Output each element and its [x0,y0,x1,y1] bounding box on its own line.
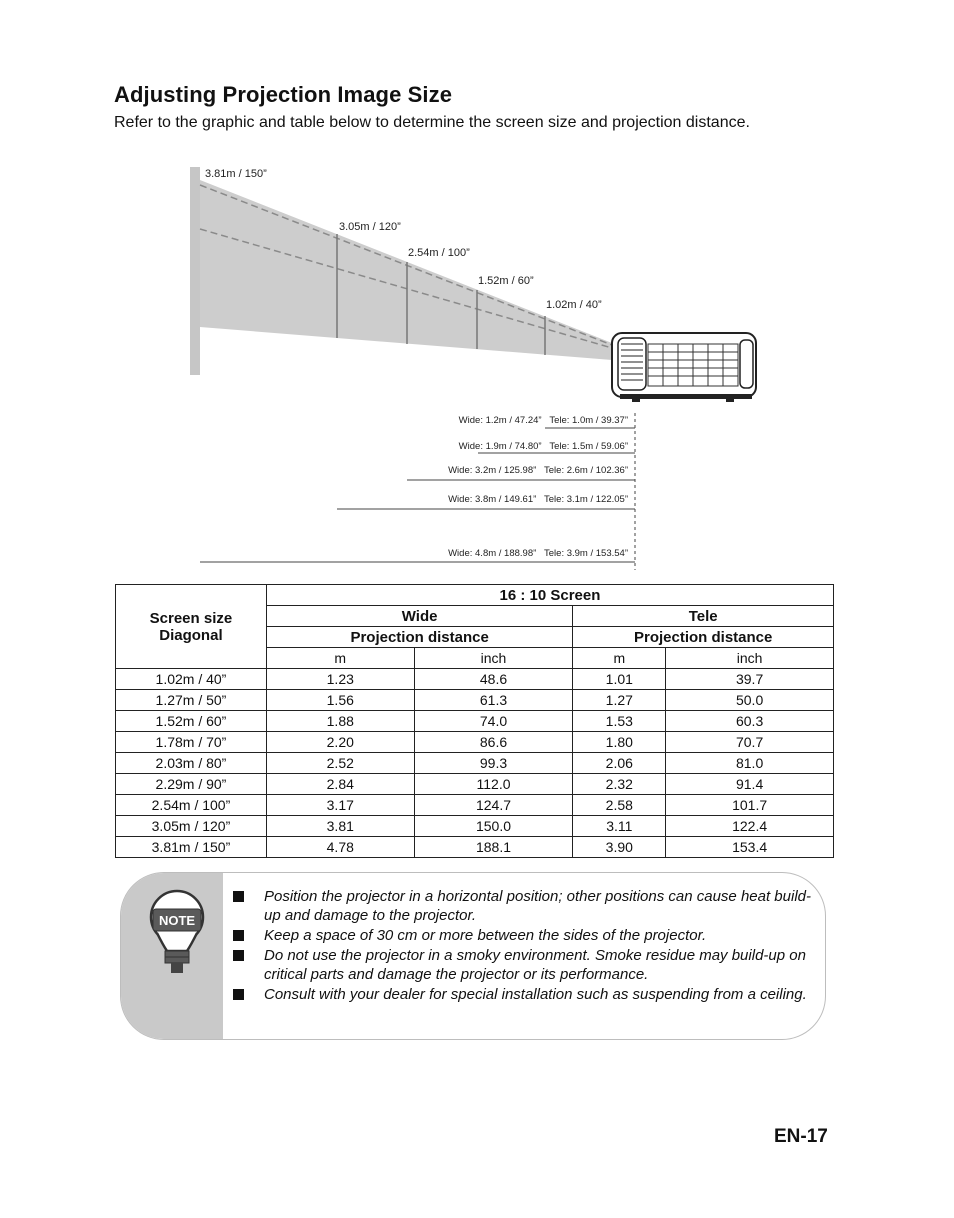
table-row [116,837,834,858]
note-item [233,926,813,945]
table-cell: 4.78 [266,837,414,858]
note-item [233,887,813,925]
table-cell: 1.23 [266,669,414,690]
unit-header: inch [414,648,573,669]
table-cell: 91.4 [666,774,834,795]
table-cell: 1.53 [573,711,666,732]
wall-screen [190,167,200,375]
table-cell: 81.0 [666,753,834,774]
table-cell: 188.1 [414,837,573,858]
table-cell: 1.27 [573,690,666,711]
table-cell: 3.81m / 150” [116,837,267,858]
bullet-square-icon [233,891,244,902]
table-row [116,774,834,795]
table-cell: 74.0 [414,711,573,732]
bullet-square-icon [233,930,244,941]
table-cell: 86.6 [414,732,573,753]
bullet-square-icon [233,989,244,1000]
table-row [116,732,834,753]
table-cell: 1.80 [573,732,666,753]
table-cell: 3.05m / 120” [116,816,267,837]
table-cell: 2.84 [266,774,414,795]
distance-label: Wide: 4.8m / 188.98” Tele: 3.9m / 153.54” [448,548,628,559]
table-cell: 2.58 [573,795,666,816]
table-cell: 2.52 [266,753,414,774]
note-list [233,887,813,1005]
table-cell: 3.17 [266,795,414,816]
note-box [120,872,826,1040]
projection-size-table [115,584,834,858]
table-cell: 2.06 [573,753,666,774]
table-row [116,669,834,690]
screen-label: 3.81m / 150” [205,168,267,180]
distance-label: Wide: 1.2m / 47.24” Tele: 1.0m / 39.37” [458,415,628,426]
screen-ratio-header: 16 : 10 Screen [266,585,833,606]
distance-label: Wide: 3.8m / 149.61” Tele: 3.1m / 122.05” [448,494,628,505]
tele-projection-distance-header: Projection distance [573,627,834,648]
note-sidebar [121,873,223,1039]
table-cell: 3.81 [266,816,414,837]
table-cell: 1.02m / 40” [116,669,267,690]
projection-diagram [0,0,954,580]
table-cell: 50.0 [666,690,834,711]
screen-label: 1.02m / 40” [546,299,602,311]
screen-label: 1.52m / 60” [478,275,534,287]
distance-label: Wide: 3.2m / 125.98” Tele: 2.6m / 102.36” [448,465,628,476]
page-number: EN-17 [774,1126,828,1147]
screen-size-header: Screen size Diagonal [116,585,267,669]
table-cell: 112.0 [414,774,573,795]
table-cell: 2.32 [573,774,666,795]
projector-icon [612,333,756,402]
note-item-text: Consult with your dealer for special installation such as suspending from a ceiling. [264,986,807,1003]
table-cell: 61.3 [414,690,573,711]
wide-header: Wide [266,606,572,627]
table-cell: 2.20 [266,732,414,753]
table-row [116,816,834,837]
table-cell: 39.7 [666,669,834,690]
note-item [233,985,813,1004]
unit-header: inch [666,648,834,669]
table-cell: 3.11 [573,816,666,837]
wide-projection-distance-header: Projection distance [266,627,572,648]
table-cell: 70.7 [666,732,834,753]
table-cell: 2.03m / 80” [116,753,267,774]
tele-header: Tele [573,606,834,627]
table-cell: 1.56 [266,690,414,711]
table-cell: 2.54m / 100” [116,795,267,816]
table-cell: 99.3 [414,753,573,774]
table-cell: 60.3 [666,711,834,732]
table-row [116,690,834,711]
table-cell: 1.88 [266,711,414,732]
note-item-text: Position the projector in a horizontal position; other positions can cause heat build-up and damage to the projector. [264,888,811,924]
page-title: Adjusting Projection Image Size [114,82,453,107]
intro-text: Refer to the graphic and table below to determine the screen size and projection distance. [114,114,750,131]
table-cell: 3.90 [573,837,666,858]
table-row [116,753,834,774]
note-lightbulb-icon [149,889,205,985]
bullet-square-icon [233,950,244,961]
table-cell: 124.7 [414,795,573,816]
table-cell: 153.4 [666,837,834,858]
table-row [116,711,834,732]
screen-label: 3.05m / 120” [339,221,401,233]
note-icon-label: NOTE [158,913,196,928]
table-cell: 150.0 [414,816,573,837]
note-item-text: Do not use the projector in a smoky environment. Smoke residue may build-up on critical parts and damage the projector or its performance. [264,947,806,983]
unit-header: m [573,648,666,669]
screen-label: 2.54m / 100” [408,247,470,259]
table-cell: 2.29m / 90” [116,774,267,795]
note-item-text: Keep a space of 30 cm or more between the sides of the projector. [264,927,707,944]
table-cell: 1.78m / 70” [116,732,267,753]
unit-header: m [266,648,414,669]
table-cell: 1.52m / 60” [116,711,267,732]
table-row [116,795,834,816]
table-cell: 101.7 [666,795,834,816]
table-cell: 48.6 [414,669,573,690]
note-item [233,946,813,984]
projection-cone [200,180,612,360]
table-cell: 122.4 [666,816,834,837]
table-cell: 1.01 [573,669,666,690]
table-cell: 1.27m / 50” [116,690,267,711]
distance-label: Wide: 1.9m / 74.80” Tele: 1.5m / 59.06” [458,441,628,452]
